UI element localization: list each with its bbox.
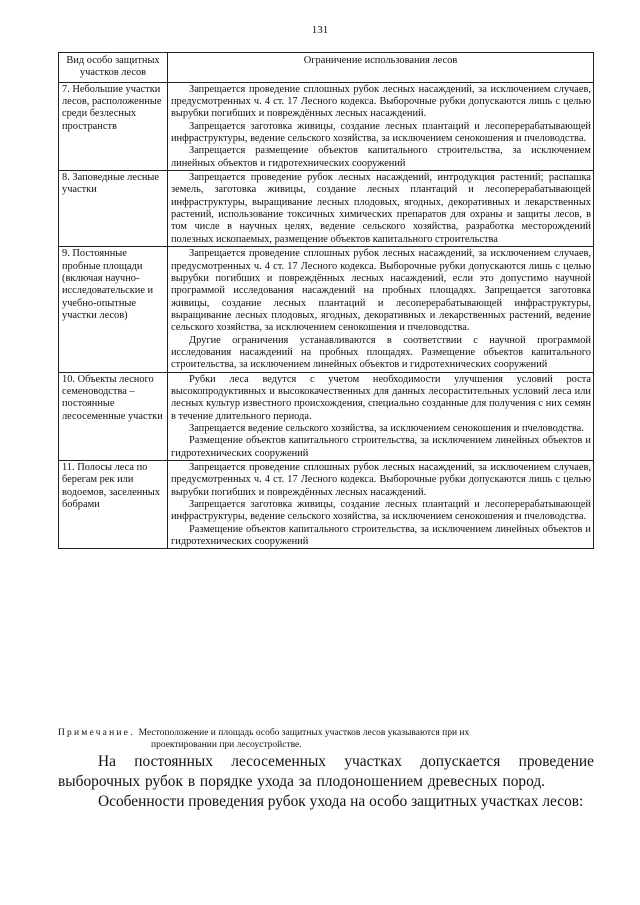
restriction-paragraph: Размещение объектов капитального строительства, за исключением линейных объектов и гидротехнических сооружений <box>171 435 591 459</box>
restriction-paragraph: Запрещается проведение сплошных рубок лесных насаждений, за исключением случаев, предусмотренных ч. 4 ст. 17 Лесного кодекса. Выборочные рубки допускаются лишь с целью вырубки погибших и повреждённых лесных насаждений. <box>171 83 591 120</box>
row-kind: 11. Полосы леса по берегам рек или водоемов, заселенных бобрами <box>59 461 168 549</box>
row-restriction <box>168 171 594 247</box>
restriction-paragraph: Запрещается проведение сплошных рубок лесных насаждений, за исключением случаев, предусмотренных ч. 4 ст. 17 Лесного кодекса. Выборочные рубки допускаются лишь с целью вырубки погибших и повреждённых лесных насаждений. <box>171 462 591 498</box>
note-label: Примечание. <box>58 728 135 738</box>
restriction-paragraph: Запрещается заготовка живицы, создание лесных плантаций и лесоперерабатывающей инфраструктуры, ведение сельского хозяйства, за исключением сенокошения и пчеловодства. <box>171 120 591 145</box>
table-note <box>58 728 594 751</box>
restriction-paragraph: Запрещается заготовка живицы, создание лесных плантаций и лесоперерабатывающей инфраструктуры, ведение сельского хозяйства, за исключением сенокошения и пчеловодства. <box>171 499 591 523</box>
row-kind: 10. Объекты лесного семеноводства – постоянные лесосеменные участки <box>59 372 168 460</box>
row-restriction <box>168 372 594 460</box>
row-restriction <box>168 247 594 372</box>
note-text-continued: проектировании при лесоустройстве. <box>151 739 302 750</box>
body-paragraph: На постоянных лесосеменных участках допускается проведение выборочных рубок в порядке ухода за плодоношением древесных пород. <box>58 753 594 790</box>
restriction-paragraph: Размещение объектов капитального строительства, за исключением линейных объектов и гидротехнических сооружений <box>171 523 591 548</box>
row-kind: 7. Небольшие участки лесов, расположенные среди безлесных пространств <box>59 82 168 170</box>
restriction-paragraph: Запрещается проведение сплошных рубок лесных насаждений, за исключением случаев, предусмотренных ч. 4 ст. 17 Лесного кодекса. Выборочные рубки допускаются лишь с целью вырубки погибших и повреждённых лесных насаждений, если это допустимо научной программой исследования насаждений на пробных площадях. Запрещается заготовка живицы, создание лесных плантаций и лесоперерабатывающей инфраструктуры, выращивание лесных плодовых, ягодных, декоративных и лекарственных растений, ведение сельского хозяйства, за исключением сенокошения и пчеловодства. <box>171 248 591 334</box>
restrictions-table <box>58 52 594 549</box>
table-row <box>59 461 594 549</box>
row-restriction <box>168 82 594 170</box>
row-kind: 8. Заповедные лесные участки <box>59 171 168 247</box>
restriction-paragraph: Запрещается проведение рубок лесных насаждений, интродукция растений; распашка земель, заготовка живицы, создание лесных плантаций и лесоперерабатывающей инфраструктуры, выращивание лесных плодовых, ягодных, декоративных и лекарственных растений, использование токсичных химических препаратов для охраны и защиты лесов, в том числе в научных целях, ведение сельского хозяйства, разработка месторождений полезных ископаемых, размещение объектов капитального строительства <box>171 172 591 245</box>
restriction-paragraph: Другие ограничения устанавливаются в соответствии с научной программой исследования насаждений на пробных площадях. Размещение объектов капитального строительства, за исключением линейных объектов и гидротехнических сооружений <box>171 334 591 371</box>
table-row <box>59 82 594 170</box>
table-row <box>59 171 594 247</box>
table-row <box>59 372 594 460</box>
note-text: Местоположение и площадь особо защитных участков лесов указываются при их <box>138 728 470 738</box>
header-restriction: Ограничение использования лесов <box>168 53 594 83</box>
page-number: 131 <box>311 24 329 36</box>
restriction-paragraph: Запрещается размещение объектов капитального строительства, за исключением линейных объектов и гидротехнических сооружений <box>171 145 591 169</box>
body-paragraph: Особенности проведения рубок ухода на особо защитных участках лесов: <box>98 793 584 810</box>
row-restriction <box>168 461 594 549</box>
table-row <box>59 247 594 372</box>
restriction-paragraph: Запрещается ведение сельского хозяйства, за исключением сенокошения и пчеловодства. <box>189 422 584 434</box>
row-kind: 9. Постоянные пробные площади (включая научно-исследовательские и учебно-опытные участки лесов) <box>59 247 168 372</box>
table-header-row <box>59 53 594 83</box>
restriction-paragraph: Рубки леса ведутся с учетом необходимости улучшения условий роста высокопродуктивных и высококачественных для данных лесорастительных условий леса или лесных культур известного происхождения, специально созданные для получения с них семян в течение длительного периода. <box>171 373 591 422</box>
header-kind: Вид особо защитных участков лесов <box>59 53 168 83</box>
